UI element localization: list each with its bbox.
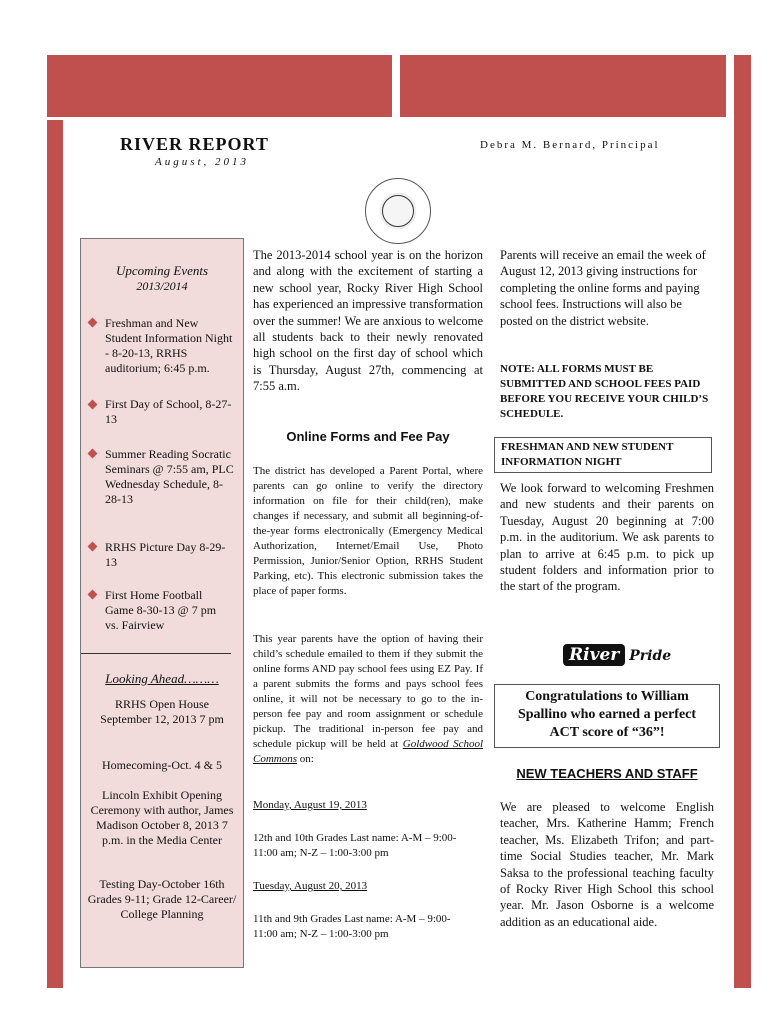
top-banner-left <box>47 55 392 117</box>
freshman-night-heading: FRESHMAN AND NEW STUDENT INFORMATION NIGHT <box>494 437 712 473</box>
right-border-bar <box>734 55 751 988</box>
pickup-day-1-detail: 12th and 10th Grades Last name: A-M – 9:00-11:00 am; N-Z – 1:00-3:00 pm <box>253 832 457 859</box>
top-banner-right <box>400 55 726 117</box>
pride-logo-word: Pride <box>629 648 672 664</box>
sidebar-year: 2013/2014 <box>136 279 188 293</box>
eagle-emblem-icon <box>382 195 414 227</box>
event-item: First Day of School, 8-27-13 <box>105 397 232 426</box>
school-seal-logo <box>365 178 431 244</box>
pickup-location: Goldwood School Commons <box>253 738 484 765</box>
event-item: Freshman and New Student Information Night - 8-20-13, RRHS auditorium; 6:45 p.m. <box>105 316 233 375</box>
bullet-diamond-icon <box>88 590 98 600</box>
bullet-diamond-icon <box>88 318 98 328</box>
ahead-item: RRHS Open House September 12, 2013 7 pm <box>100 697 224 726</box>
event-item: Summer Reading Socratic Seminars @ 7:55 am, PLC Wednesday Schedule, 8-28-13 <box>105 447 234 506</box>
issue-date: August, 2013 <box>155 156 250 168</box>
bullet-diamond-icon <box>88 542 98 552</box>
new-teachers-paragraph: We are pleased to welcome English teacher, Mrs. Katherine Hamm; French teacher, Ms. Elizabeth Trifon; and part-time Social Studies teacher, Mr. Mark Saksa to the professional teaching faculty of Rocky River High School this school year. Mr. Jason Osborne is a welcome addition as an educational aide. <box>500 800 714 929</box>
ahead-item: Lincoln Exhibit Opening Ceremony with author, James Madison October 8, 2013 7 p.m. in the Media Center <box>90 788 234 847</box>
event-item: First Home Football Game 8-30-13 @ 7 pm vs. Fairview <box>105 588 217 632</box>
event-item: RRHS Picture Day 8-29-13 <box>105 540 226 569</box>
new-teachers-heading: NEW TEACHERS AND STAFF <box>516 766 698 781</box>
pickup-day-2: Tuesday, August 20, 2013 <box>253 880 368 892</box>
pickup-day-1: Monday, August 19, 2013 <box>253 799 367 811</box>
river-pride-logo <box>563 644 671 666</box>
bullet-diamond-icon <box>88 400 98 410</box>
pickup-day-2-detail: 11th and 9th Grades Last name: A-M – 9:00-11:00 am; N-Z – 1:00-3:00 pm <box>253 913 451 940</box>
sidebar-divider <box>81 653 231 654</box>
left-border-bar <box>47 120 63 988</box>
forms-paragraph-2 <box>253 632 483 767</box>
forms-paragraph-2-end: on: <box>297 753 314 765</box>
river-logo-word: River <box>563 644 625 666</box>
email-info-paragraph: Parents will receive an email the week of August 12, 2013 giving instructions for completing the online forms and paying school fees. Instructions will also be posted on the district website. <box>500 248 706 328</box>
newsletter-title: RIVER REPORT <box>120 134 269 154</box>
bullet-diamond-icon <box>88 449 98 459</box>
freshman-night-paragraph: We look forward to welcoming Freshmen and new students and their parents on Tuesday, August 20 beginning at 7:00 p.m. in the auditorium. We ask parents to plan to arrive at 6:45 p.m. to pick up student folders and information prior to the start of the program. <box>500 481 714 594</box>
ahead-item: Homecoming-Oct. 4 & 5 <box>102 758 222 772</box>
intro-paragraph: The 2013-2014 school year is on the horizon and along with the excitement of starting a new school year, Rocky River High School has experienced an impressive transformation over the summer! We are anxious to welcome all students back to their newly renovated high school on the first day of school which is Thursday, August 27th, commencing at 7:55 a.m. <box>253 248 483 394</box>
online-forms-heading: Online Forms and Fee Pay <box>286 429 450 444</box>
congratulations-box: Congratulations to William Spallino who earned a perfect ACT score of “36”! <box>494 684 720 748</box>
looking-ahead-heading: Looking Ahead……… <box>105 671 219 686</box>
forms-paragraph-2-text: This year parents have the option of having their child’s schedule emailed to them if they submit the online forms AND pay school fees using EZ Pay. If a parent submits the forms and pays school fees online, it will not be necessary to go to the in-person fee pay and room assignment or schedule pickup. The traditional in-person fee pay and schedule pickup will be held at <box>253 633 483 750</box>
principal-name: Debra M. Bernard, Principal <box>480 139 660 151</box>
sidebar-heading: Upcoming Events <box>115 263 209 278</box>
ahead-item: Testing Day-October 16th Grades 9-11; Grade 12-Career/ College Planning <box>87 877 237 921</box>
upcoming-events-sidebar <box>80 238 244 968</box>
forms-note: NOTE: ALL FORMS MUST BE SUBMITTED AND SCHOOL FEES PAID BEFORE YOU RECEIVE YOUR CHILD’S SCHEDULE. <box>500 363 709 420</box>
forms-paragraph-1: The district has developed a Parent Portal, where parents can go online to verify the directory information on file for their child(ren), make changes if necessary, and submit all beginning-of-the-year forms electronically (Emergency Medical Authorization, Internet/Email Use, Photo Permission, Junior/Senior Option, RRHS Student Parking, etc). This electronic submission takes the place of paper forms. <box>253 465 483 597</box>
